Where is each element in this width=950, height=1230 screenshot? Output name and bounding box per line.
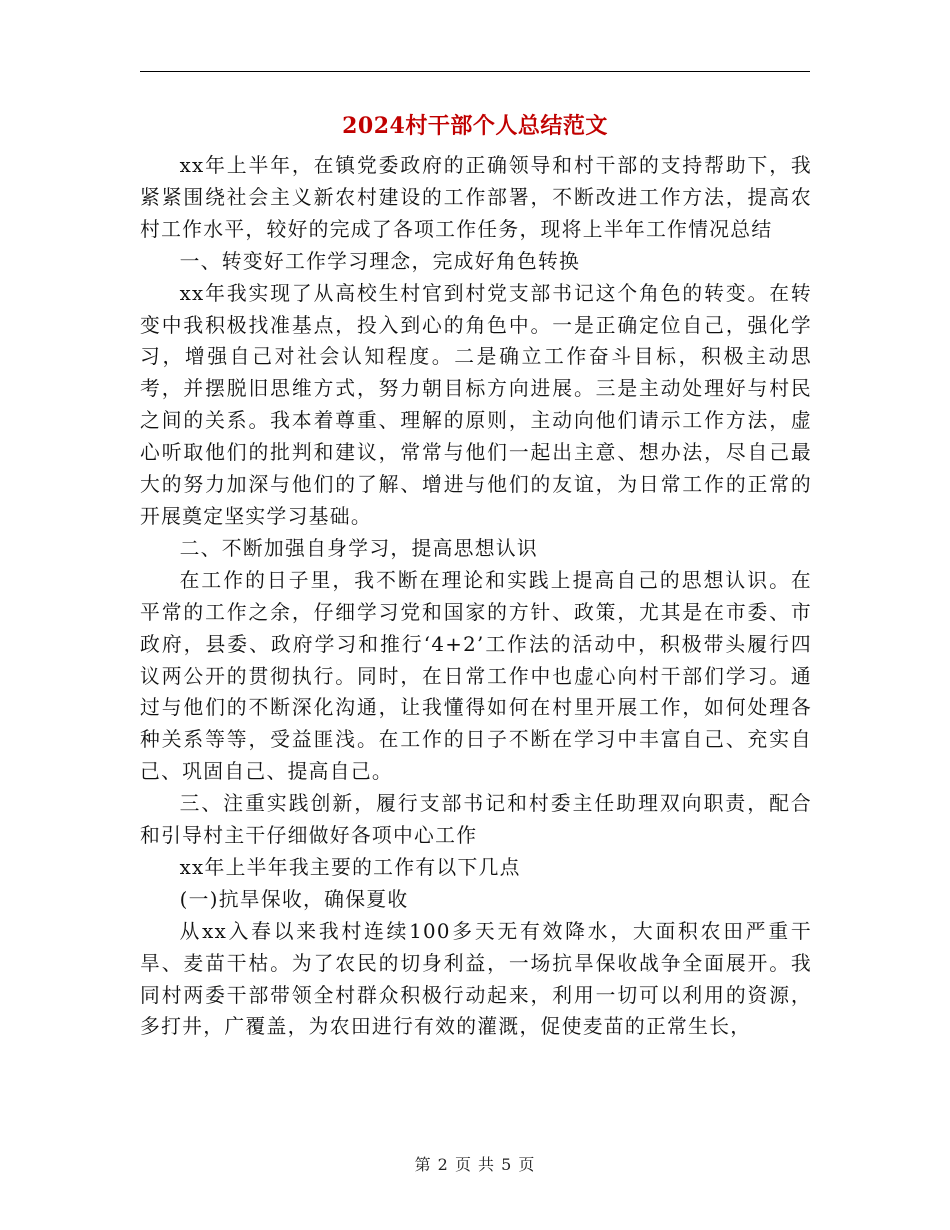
heading-section-1: 一、转变好工作学习理念，完成好角色转换 bbox=[179, 249, 581, 273]
heading-subsection-1: (一)抗旱保收，确保夏收 bbox=[179, 887, 409, 911]
paragraph-work-list-intro: xx年上半年我主要的工作有以下几点 bbox=[179, 855, 521, 879]
document-title: 2024村干部个人总结范文 bbox=[342, 113, 608, 139]
paragraph-section-2: 在工作的日子里，我不断在理论和实践上提高自己的思想认识。在平常的工作之余，仔细学习党和国家的方针、政策，尤其是在市委、市政府，县委、政府学习和推行‘4+2’工作法的活动中，积极带头履行四议两公开的贯彻执行。同时，在日常工作中也虚心向村干部们学习。通过与他们的不断深化沟通，让我懂得如何在村里开展工作，如何处理各种关系等等，受益匪浅。在工作的日子不断在学习中丰富自己、充实自己、巩固自己、提高自己。 bbox=[140, 568, 812, 784]
paragraph-section-1: xx年我实现了从高校生村官到村党支部书记这个角色的转变。在转变中我积极找准基点，投入到心的角色中。一是正确定位自己，强化学习，增强自己对社会认知程度。二是确立工作奋斗目标，积极主动思考，并摆脱旧思维方式，努力朝目标方向进展。三是主动处理好与村民之间的关系。我本着尊重、理解的原则，主动向他们请示工作方法，虚心听取他们的批判和建议，常常与他们一起出主意、想办法，尽自己最大的努力加深与他们的了解、增进与他们的友谊，为日常工作的正常的开展奠定坚实学习基础。 bbox=[140, 281, 812, 528]
heading-section-2: 二、不断加强自身学习，提高思想认识 bbox=[179, 536, 538, 560]
paragraph-subsection-1: 从xx入春以来我村连续100多天无有效降水，大面积农田严重干旱、麦苗干枯。为了农民的切身利益，一场抗旱保收战争全面展开。我同村两委干部带领全村群众积极行动起来，利用一切可以利用的资源，多打井，广覆盖，为农田进行有效的灌溉，促使麦苗的正常生长， bbox=[140, 919, 812, 1039]
heading-section-3: 三、注重实践创新，履行支部书记和村委主任助理双向职责，配合和引导村主干仔细做好各项中心工作 bbox=[140, 792, 812, 848]
paragraph-intro: xx年上半年，在镇党委政府的正确领导和村干部的支持帮助下，我紧紧围绕社会主义新农村建设的工作部署，不断改进工作方法，提高农村工作水平，较好的完成了各项工作任务，现将上半年工作情况总结 bbox=[140, 154, 812, 241]
page-number: 第 2 页 共 5 页 bbox=[414, 1155, 536, 1174]
document-body bbox=[140, 150, 812, 1043]
header-rule bbox=[140, 71, 810, 72]
